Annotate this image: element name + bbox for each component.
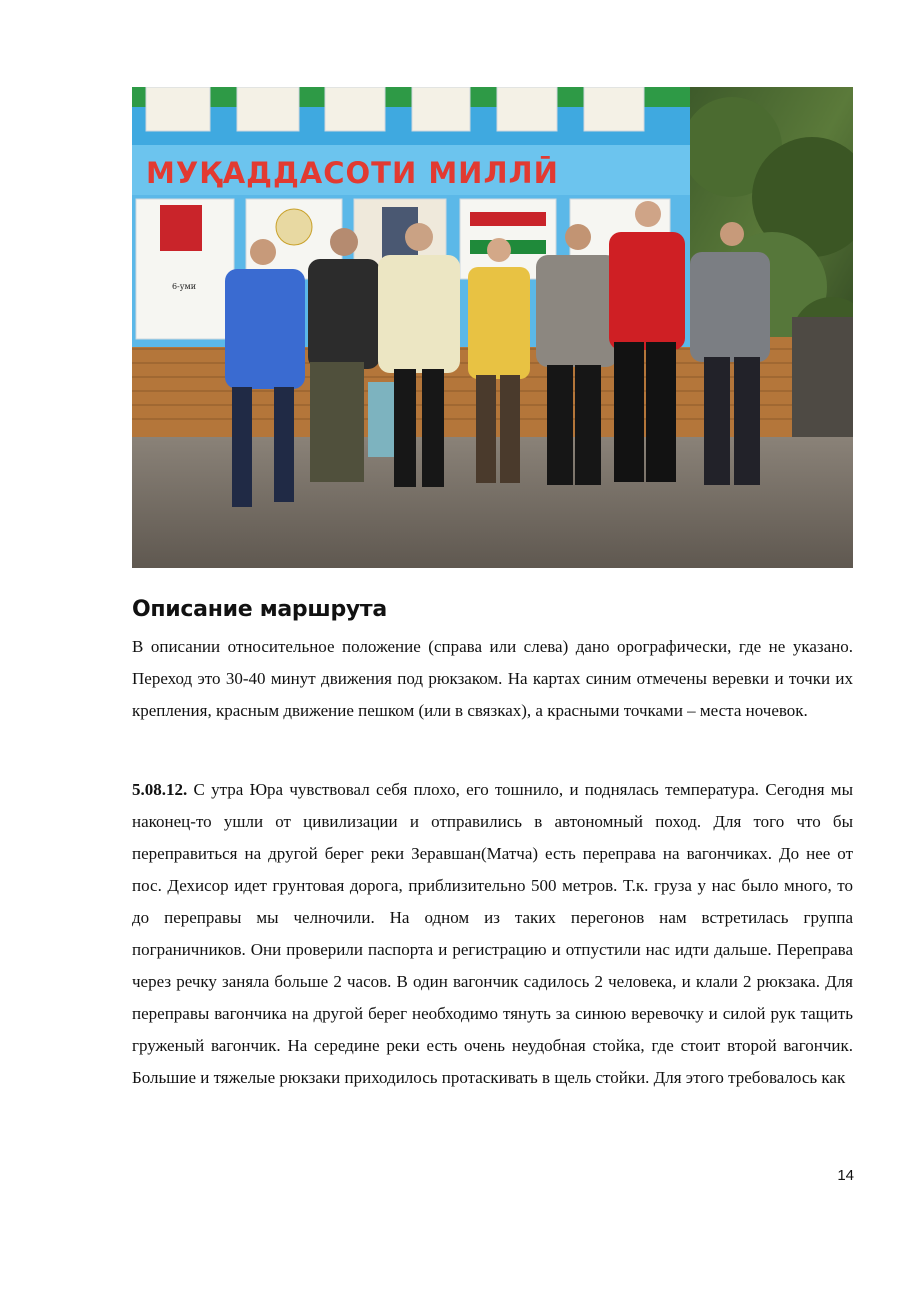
page-number: 14: [837, 1167, 854, 1184]
group-photo: [132, 87, 853, 568]
poster-caption: 6-уми: [171, 282, 197, 291]
section-heading: Описание маршрута: [132, 597, 387, 622]
entry-text: С утра Юра чувствовал себя плохо, его тошнило, и поднялась температура. Сегодня мы наконец-то ушли от цивилизации и отправились в автономный поход. Для того что бы переправиться на другой берег реки Зеравшан(Матча) есть переправа на вагончиках. До нее от пос. Дехисор идет грунтовая дорога, приблизительно 500 метров. Т.к. груза у нас было много, то до переправы мы челночили. На одном из таких перегонов нам встретилась группа пограничников. Они проверили паспорта и регистрацию и отпустили нас идти дальше. Переправа через речку заняла больше 2 часов. В один вагончик садилось 2 человека, и клали 2 рюкзака. Для переправы вагончика на другой берег необходимо тянуть за синюю веревочку и силой рук тащить груженый вагончик. На середине реки есть очень неудобная стойка, где стоит второй вагончик. Большие и тяжелые рюкзаки приходилось протаскивать в щель стойки. Для этого требовалось как: [132, 780, 853, 1087]
intro-paragraph: В описании относительное положение (справа или слева) дано орографически, где не указано. Переход это 30-40 минут движения под рюкзаком. На картах синим отмечены веревки и точки их крепления, красным движение пешком (или в связках), а красными точками – места ночевок.: [132, 637, 853, 720]
banner-title: МУҚАДДАСОТИ МИЛЛӢ: [146, 156, 559, 190]
day-entry-paragraph: [132, 774, 853, 1094]
entry-date: 5.08.12.: [132, 780, 188, 799]
